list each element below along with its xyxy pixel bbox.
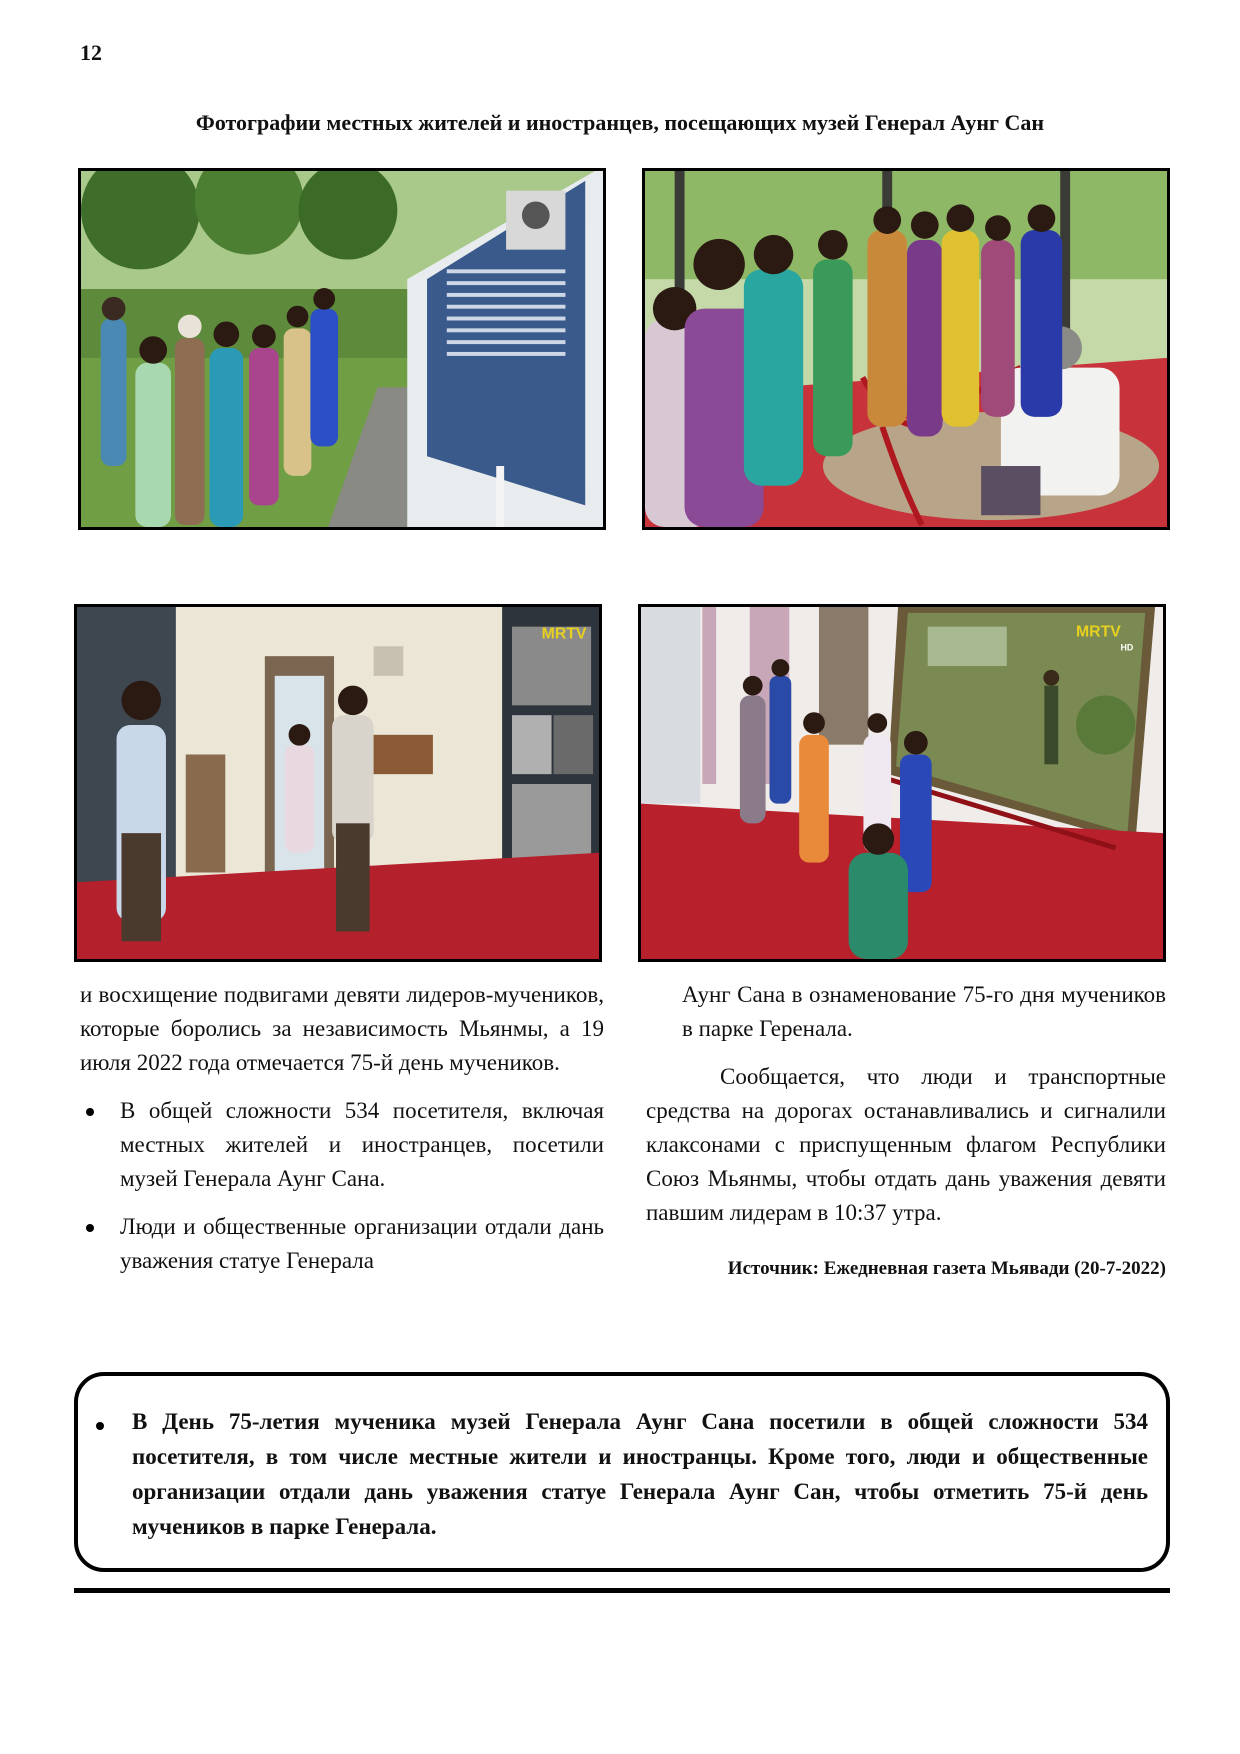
tv-logo-text: MRTV — [1076, 623, 1121, 641]
right-column-paragraph-1: Аунг Сана в ознаменование 75-го дня мучеников в парке Геренала. — [682, 982, 1166, 1041]
photo-statue-pavilion — [642, 168, 1170, 530]
list-item — [80, 1210, 604, 1278]
page-heading: Фотографии местных жителей и иностранцев, посещающих музей Генерал Аунг Сан — [195, 110, 1045, 135]
bullet-icon — [86, 1108, 94, 1116]
source-citation: Источник: Ежедневная газета Мьявади (20-7-2022) — [727, 1258, 1166, 1279]
left-text-column — [80, 978, 604, 1292]
bullet-text: Люди и общественные организации отдали дань уважения статуе Генерала — [120, 1214, 604, 1273]
page-number: 12 — [80, 40, 102, 65]
bullet-icon — [86, 1224, 94, 1232]
large-painting-image — [641, 607, 1163, 959]
photo-museum-hall — [74, 604, 602, 962]
statue-pavilion-image — [645, 171, 1167, 527]
tv-logo-text: MRTV — [541, 625, 587, 643]
bullet-icon — [96, 1422, 104, 1430]
summary-box — [74, 1372, 1170, 1572]
summary-text: В День 75-летия мученика музей Генерала Аунг Сана посетили в общей сложности 534 посетителя, в том числе местные жители и иностранцы. Кроме того, люди и общественные организации отдали дань уважения статуе Генерала Аунг Сан, чтобы отметить 75-й день мучеников в парке Генерала. — [132, 1409, 1148, 1539]
left-bullet-list — [80, 1094, 604, 1278]
bottom-divider — [74, 1588, 1170, 1593]
tv-hd-text: HD — [1120, 642, 1134, 653]
list-item — [80, 1094, 604, 1196]
bullet-text: В общей сложности 534 посетителя, включая местных жителей и иностранцев, посетили музей Генерала Аунг Сана. — [120, 1098, 604, 1191]
right-text-column — [646, 978, 1166, 1286]
photo-large-painting — [638, 604, 1166, 962]
left-column-paragraph: и восхищение подвигами девяти лидеров-мучеников, которые боролись за независимость Мьянмы, а 19 июля 2022 года отмечается 75-й день мучеников. — [80, 982, 604, 1075]
museum-hall-image — [77, 607, 599, 959]
right-column-paragraph-2: Сообщается, что люди и транспортные средства на дорогах останавливались и сигналили клаксонами с приспущенным флагом Республики Союз Мьянмы, чтобы отдать дань уважения девяти павшим лидерам в 10:37 утра. — [646, 1064, 1166, 1225]
outdoor-exhibition-image — [81, 171, 603, 527]
photo-outdoor-exhibition — [78, 168, 606, 530]
